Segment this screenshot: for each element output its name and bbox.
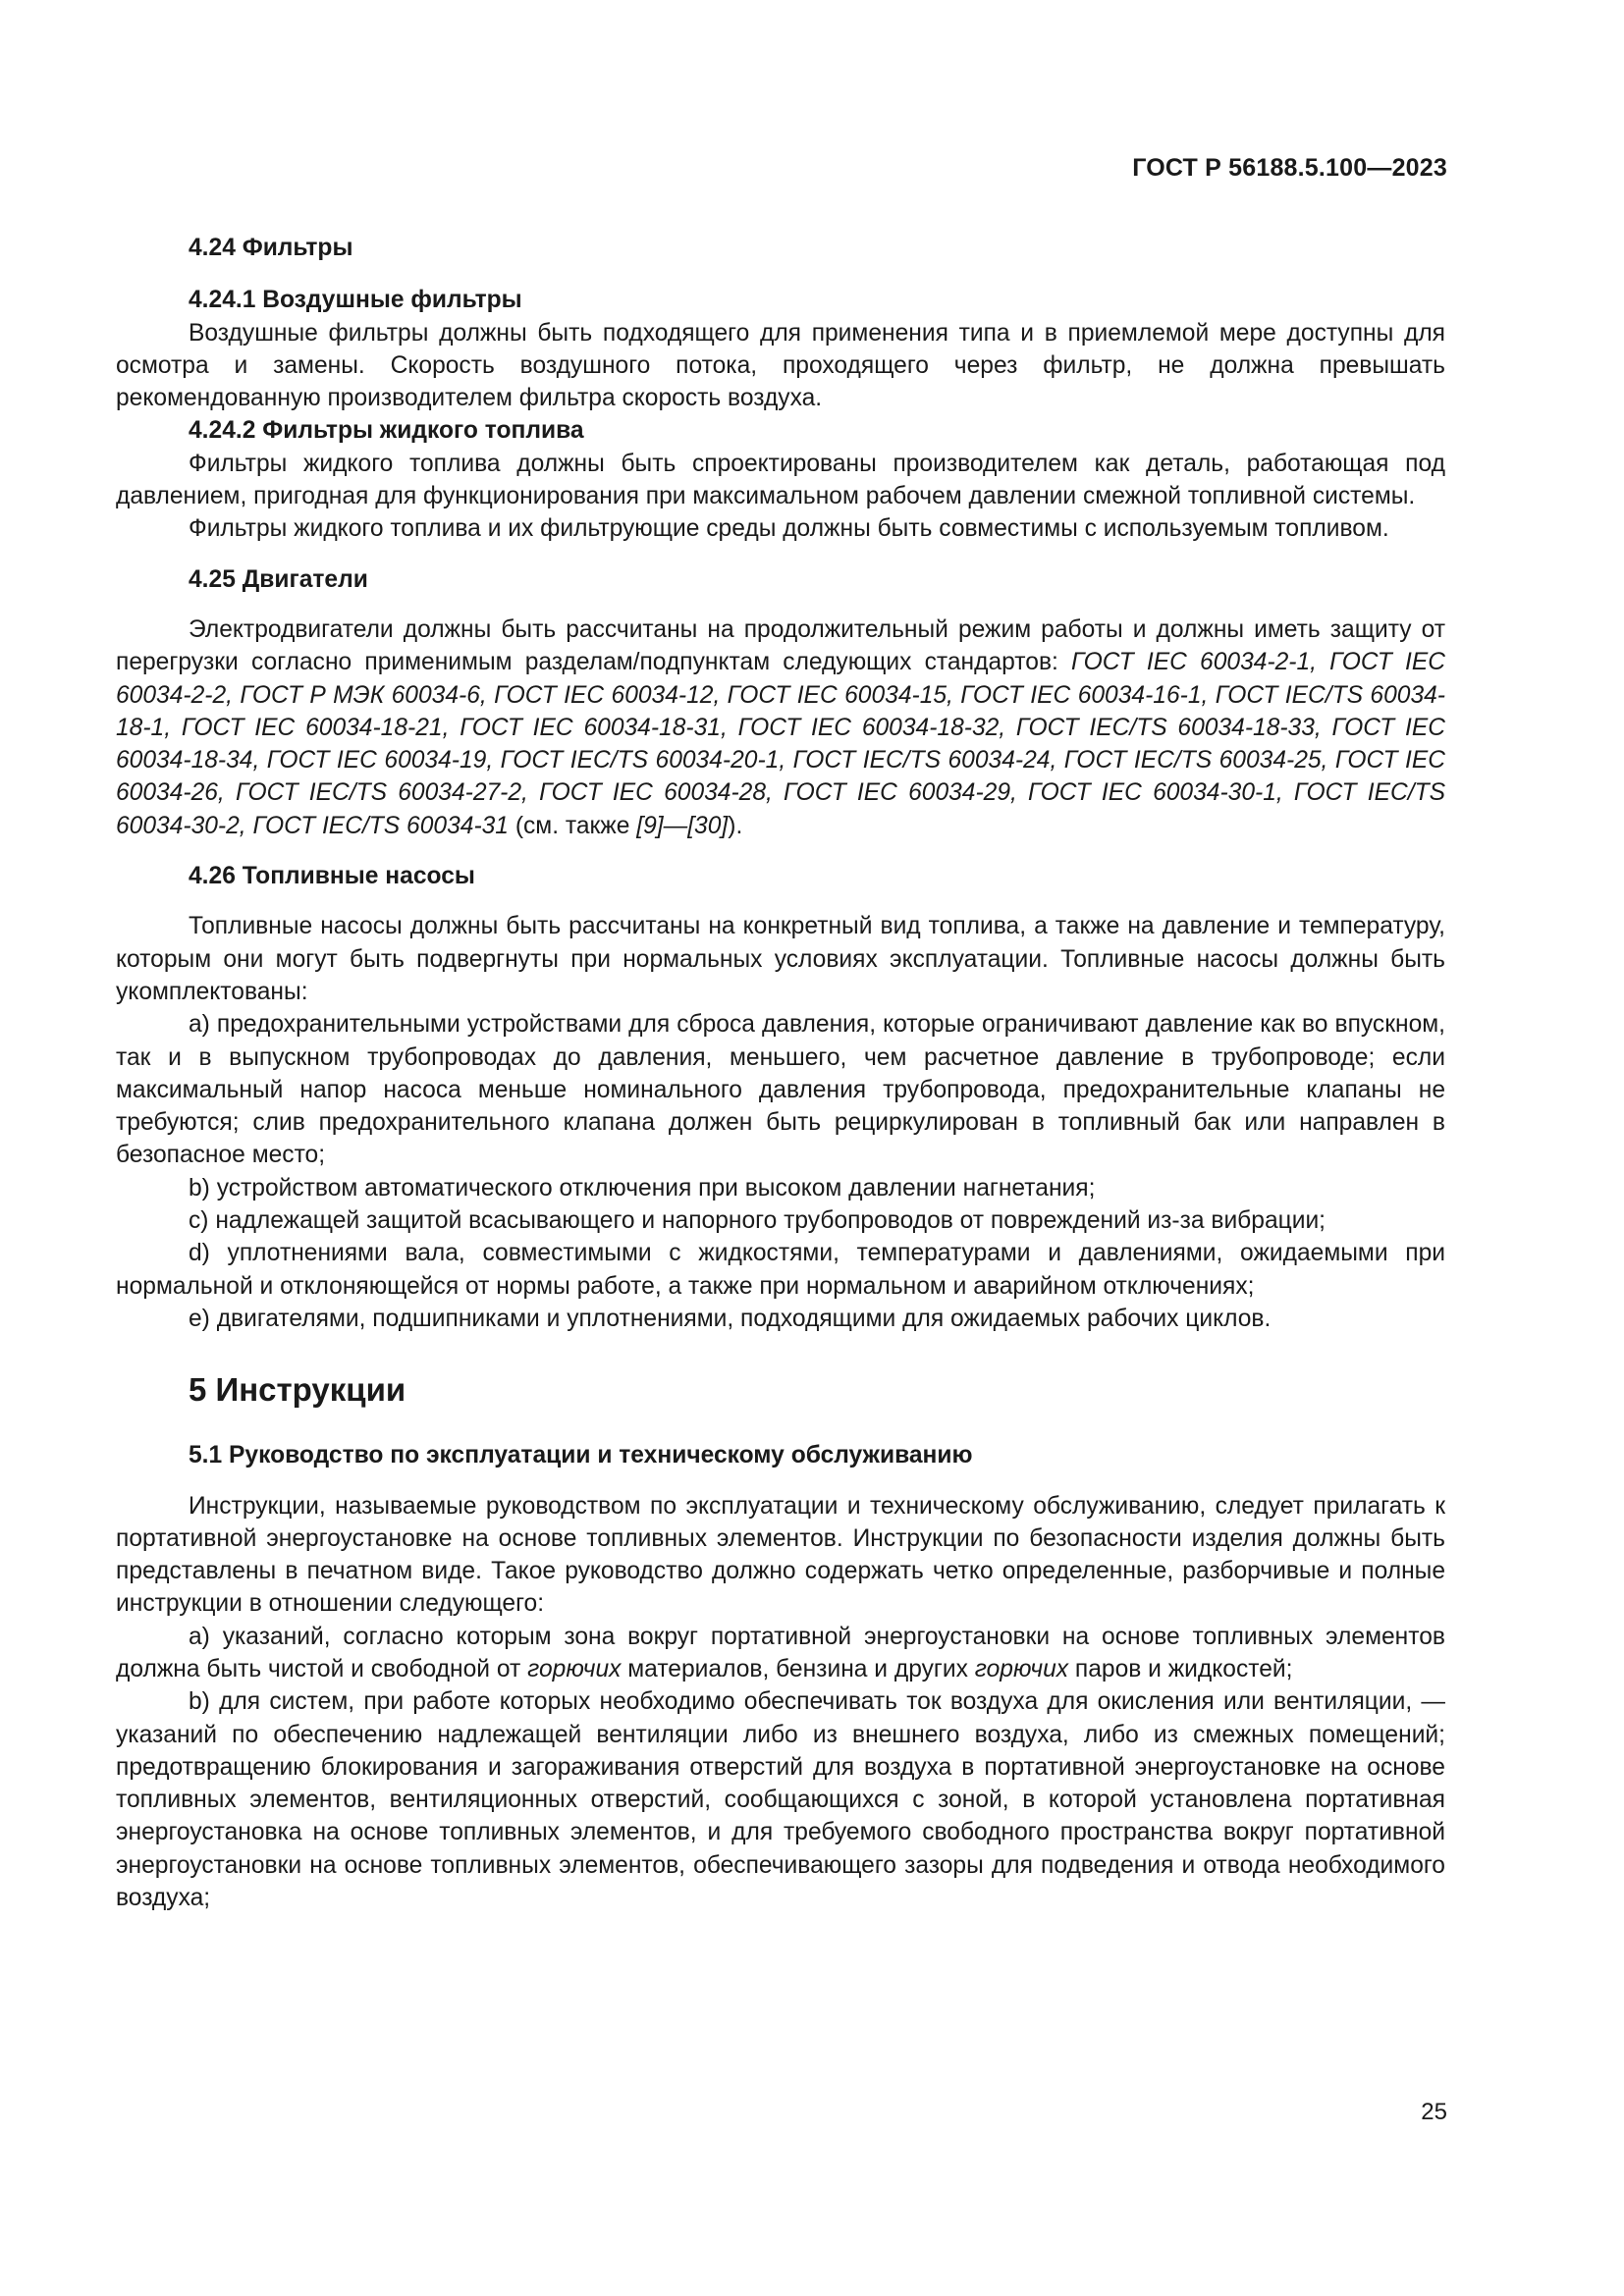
page-content [116, 232, 1445, 1914]
instruction-item-a-part-3: паров и жидкостей; [1068, 1655, 1293, 1682]
instruction-item-a-emphasis-2: горючих [974, 1655, 1069, 1682]
section-4-24-1-title: 4.24.1 Воздушные фильтры [189, 287, 522, 314]
section-4-24-2-title: 4.24.2 Фильтры жидкого топлива [189, 417, 584, 445]
list-item-b: b) устройством автоматического отключения при высоком давлении нагнетания; [189, 1174, 1096, 1201]
see-also-reference: [9]—[30] [636, 812, 729, 839]
section-4-24-title: 4.24 Фильтры [189, 235, 353, 261]
document-header-id: ГОСТ Р 56188.5.100—2023 [1132, 154, 1447, 182]
instruction-item-a-part-1: а) указаний, согласно которым зона вокруг портативной энергоустановки на основе топливных элементов должна быть чистой и свободной от [116, 1623, 1445, 1682]
section-5-1-intro: Инструкции, называемые руководством по эксплуатации и техническому обслуживанию, следует прилагать к портативной энергоустановке на основе топливных элементов. Инструкции по безопасности изделия должны быть представлены в печатном виде. Такое руководство должно содержать четко определенные, разборчивые и полные инструкции в отношении следующего: [116, 1492, 1445, 1618]
list-item-a: а) предохранительными устройствами для сброса давления, которые ограничивают давление как во впускном, так и в выпускном трубопроводах до давления, меньшего, чем расчетное давление в трубопроводе; если максимальный напор насоса меньше номинального давления трубопровода, предохранительные клапаны не требуются; слив предохранительного клапана должен быть рециркулирован в топливный бак или направлен в безопасное место; [116, 1011, 1445, 1169]
section-4-24-1-paragraph: Воздушные фильтры должны быть подходящего для применения типа и в приемлемой мере доступны для осмотра и замены. Скорость воздушного потока, проходящего через фильтр, не должна превышать рекомендованную производителем фильтра скорость воздуха. [116, 319, 1445, 412]
list-item-e: е) двигателями, подшипниками и уплотнениями, подходящими для ожидаемых рабочих циклов. [189, 1305, 1272, 1332]
page-number: 25 [1421, 2099, 1447, 2125]
section-4-24-2-paragraph-1: Фильтры жидкого топлива должны быть спроектированы производителем как деталь, работающая под давлением, пригодная для функционирования при максимальном рабочем давлении смежной топливной системы. [116, 450, 1445, 510]
instruction-item-a-part-2: материалов, бензина и других [621, 1655, 975, 1682]
section-5-title: 5 Инструкции [189, 1371, 406, 1409]
see-also-suffix: ). [728, 812, 743, 839]
section-4-25-paragraph [116, 614, 1445, 842]
section-4-25-intro: Электродвигатели должны быть рассчитаны на продолжительный режим работы и должны иметь защиту от перегрузки согласно применимым разделам/подпунктам следующих стандартов: [116, 615, 1445, 676]
list-item-c: с) надлежащей защитой всасывающего и напорного трубопроводов от повреждений из-за вибрации; [189, 1207, 1326, 1235]
section-5-1-title: 5.1 Руководство по эксплуатации и техническому обслуживанию [189, 1442, 973, 1469]
list-item-d: d) уплотнениями вала, совместимыми с жидкостями, температурами и давлениями, ожидаемыми при нормальной и отклоняющейся от нормы работе, а также при нормальном и аварийном отключениях; [116, 1240, 1445, 1300]
instruction-item-a [116, 1621, 1445, 1686]
instruction-item-b: b) для систем, при работе которых необходимо обеспечивать ток воздуха для окисления или вентиляции, — указаний по обеспечению надлежащей вентиляции либо из внешнего воздуха, либо из смежных помещений; предотвращению блокирования и загораживания отверстий для воздуха в портативной энергоустановке на основе топливных элементов, вентиляционных отверстий, сообщающихся с зоной, в которой установлена портативная энергоустановка на основе топливных элементов, и для требуемого свободного пространства вокруг портативной энергоустановки на основе топливных элементов, обеспечивающего зазоры для подведения и отвода необходимого воздуха; [116, 1688, 1445, 1912]
section-4-25-title: 4.25 Двигатели [189, 565, 368, 593]
section-4-24-2-paragraph-2: Фильтры жидкого топлива и их фильтрующие среды должны быть совместимы с используемым топливом. [189, 515, 1389, 543]
see-also-prefix: (см. также [508, 812, 637, 839]
instruction-item-a-emphasis-1: горючих [527, 1655, 622, 1682]
standards-reference-list: ГОСТ IEC 60034-2-1, ГОСТ IEC 60034-2-2, ГОСТ Р МЭК 60034-6, ГОСТ IEC 60034-12, ГОСТ IEC 60034-15, ГОСТ IEC 60034-16-1, ГОСТ IEC/TS 60034-18-1, ГОСТ IEC 60034-18-21, ГОСТ IEC 60034-18-31, ГОСТ IEC 60034-18-32, ГОСТ IEC/TS 60034-18-33, ГОСТ IEC 60034-18-34, ГОСТ IEC 60034-19, ГОСТ IEC/TS 60034-20-1, ГОСТ IEC/TS 60034-24, ГОСТ IEC/TS 60034-25, ГОСТ IEC 60034-26, ГОСТ IEC/TS 60034-27-2, ГОСТ IEC 60034-28, ГОСТ IEC 60034-29, ГОСТ IEC 60034-30-1, ГОСТ IEC/TS 60034-30-2, ГОСТ IEC/TS 60034-31 [116, 649, 1445, 839]
section-4-26-intro: Топливные насосы должны быть рассчитаны на конкретный вид топлива, а также на давление и температуру, которым они могут быть подвергнуты при нормальных условиях эксплуатации. Топливные насосы должны быть укомплектованы: [116, 913, 1445, 1005]
section-4-26-title: 4.26 Топливные насосы [189, 863, 475, 890]
